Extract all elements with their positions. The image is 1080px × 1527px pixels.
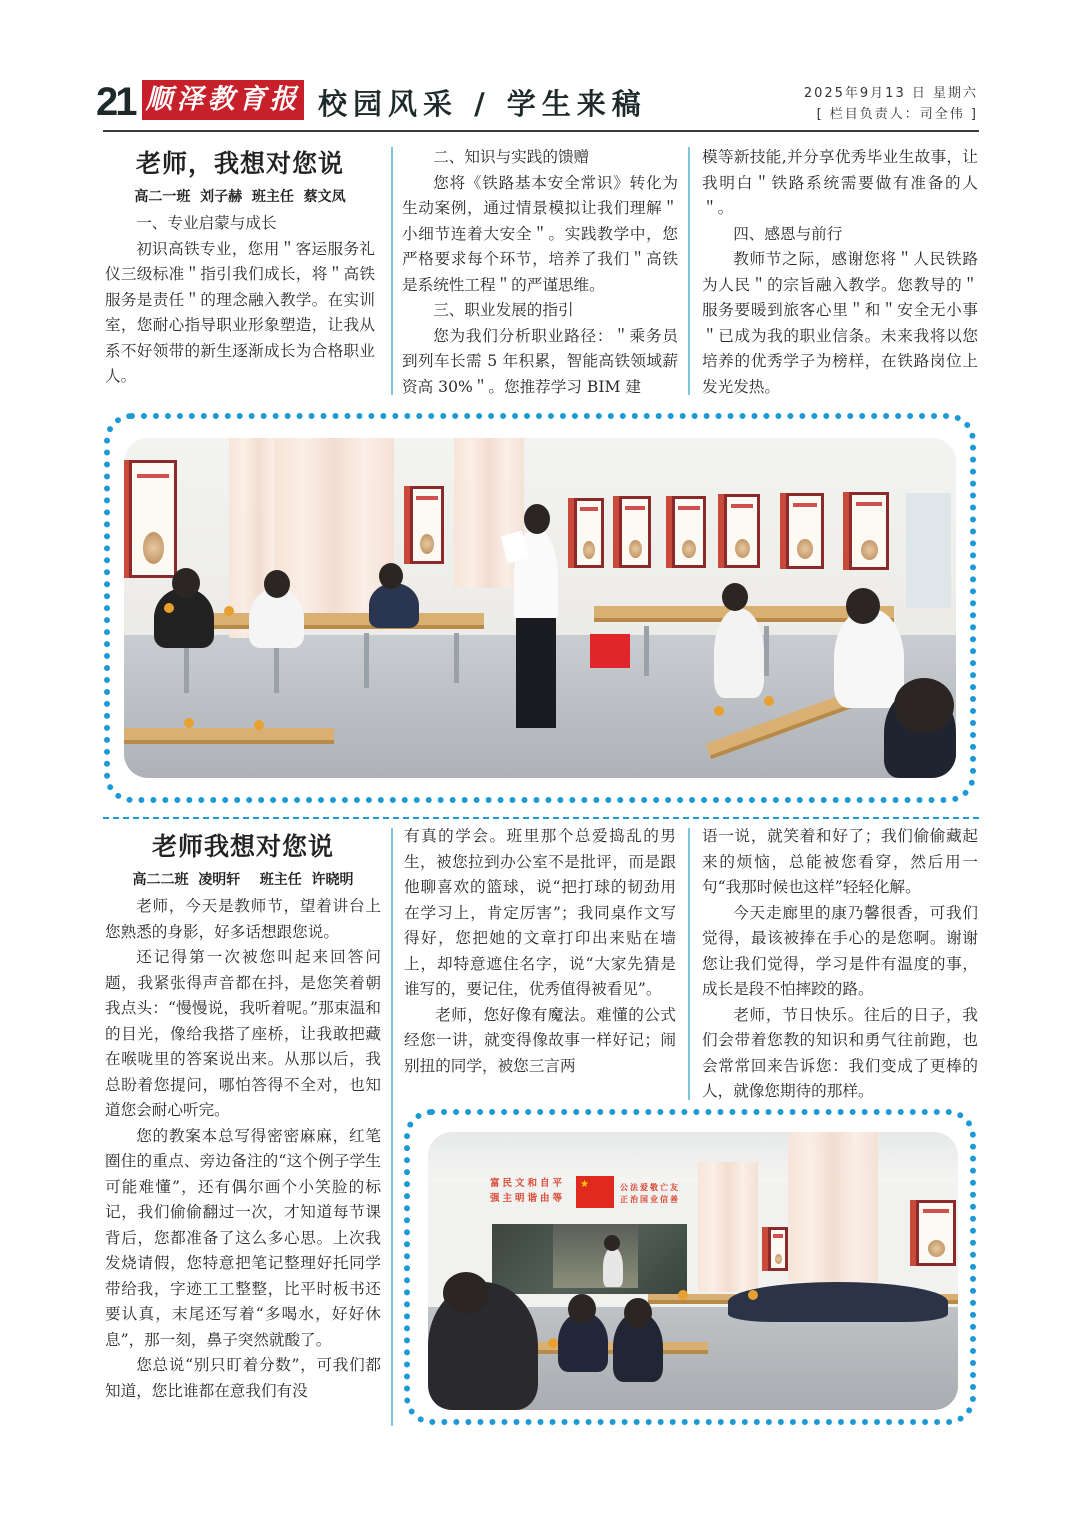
paper-logo: 顺泽教育报 (142, 80, 304, 120)
article2-column-2 (404, 824, 676, 1079)
slogan-left: 富民文和自平 强主明谐由等 (490, 1178, 566, 1204)
page-number: 21 (96, 80, 135, 124)
column-rule (688, 828, 690, 1100)
article2-paragraph: 老师，您好像有魔法。难懂的公式经您一讲，就变得像故事一样好记；闹别扭的同学，被您三言两 (404, 1005, 676, 1075)
article1-paragraph: 您将《铁路基本安全常识》转化为生动案例，通过情景模拟让我们理解＂小细节连着大安全＂。实践教学中，您严格要求每个环节，培养了我们＂高铁是系统性工程＂的严谨思维。 (402, 173, 678, 294)
section-title: 校园风采 / 学生来稿 (318, 87, 647, 121)
article1-column-2 (402, 145, 678, 400)
national-flag: ★ (576, 1176, 614, 1208)
column-rule (391, 147, 393, 395)
article1-column-1 (105, 147, 375, 390)
article2-column-1 (105, 830, 381, 1404)
article2-paragraph: 语一说，就笑着和好了；我们偷偷藏起来的烦恼，总能被您看穿，然后用一句“我那时候也这样”轻轻化解。 (702, 827, 978, 896)
article2-paragraph: 老师，节日快乐。往后的日子，我们会带着您教的知识和勇气往前跑，也会常常回来告诉您：我们变成了更棒的人，就像您期待的那样。 (702, 1005, 978, 1100)
masthead (96, 78, 980, 130)
article1-byline: 高二一班 刘子赫 班主任 蔡文凤 (134, 189, 346, 205)
article2-byline: 高二二班 凌明轩 班主任 许晓明 (132, 872, 354, 888)
column-rule (391, 828, 393, 1426)
article2-paragraph: 您总说“别只盯着分数”，可我们都知道，您比谁都在意我们有没 (105, 1356, 381, 1400)
column-editor: [ 栏目负责人：司全伟 ] (816, 107, 978, 122)
article2-paragraph: 今天走廊里的康乃馨很香，可我们觉得，最该被捧在手心的是您啊。谢谢您让我们觉得，学习是件有温度的事，成长是段不怕摔跤的路。 (702, 903, 978, 998)
photo1-classroom-reading (124, 438, 956, 778)
article2-paragraph: 还记得第一次被您叫起来回答问题，我紧张得声音都在抖，是您笑着朝我点头：“慢慢说，我听着呢。”那束温和的目光，像给我搭了座桥，让我敢把藏在喉咙里的答案说出来。从那以后，我总盼着您提问，哪怕答得不全对，也知道您会耐心听完。 (105, 948, 381, 1119)
article1-paragraph: 初识高铁专业，您用＂客运服务礼仪三级标准＂指引我们成长，将＂高铁服务是责任＂的理念融入教学。在实训室，您耐心指导职业形象塑造，让我从系不好领带的新生逐渐成长为合格职业人。 (105, 239, 375, 385)
photo2-classroom-gathering (428, 1132, 958, 1410)
article2-paragraph: 有真的学会。班里那个总爱捣乱的男生，被您拉到办公室不是批评，而是跟他聊喜欢的篮球，说“把打球的韧劲用在学习上，肯定厉害”；我同桌作文写得好，您把她的文章打印出来贴在墙上，却特意遮住名字，说“大家先猜是谁写的，要记住，优秀值得被看见”。 (404, 827, 676, 998)
article1-subhead-2: 二、知识与实践的馈赠 (433, 148, 590, 166)
article2-paragraph: 您的教案本总写得密密麻麻，红笔圈住的重点、旁边备注的“这个例子学生可能难懂”，还有偶尔画个小笑脸的标记，我们偷偷翻过一次，才知道每节课背后，您都准备了这么多心思。上次我发烧请假，您特意把笔记整理好托同学带给我，字迹工工整整，比平时板书还要认真，末尾还写着“多喝水，好好休息”，那一刻，鼻子突然就酸了。 (105, 1126, 381, 1349)
article1-subhead-3: 三、职业发展的指引 (433, 301, 574, 319)
article2-title: 老师我想对您说 (151, 832, 334, 861)
article1-paragraph: 教师节之际，感谢您将＂人民铁路为人民＂的宗旨融入教学。您教导的＂服务要暖到旅客心里＂和＂安全无小事＂已成为我的职业信条。未来我将以您培养的优秀学子为榜样，在铁路岗位上发光发热。 (702, 250, 978, 396)
article1-subhead-1: 一、专业启蒙与成长 (136, 214, 277, 232)
slogan-right: 公法爱敬亡友 正治国业信善 (620, 1183, 680, 1204)
issue-date: 2025年9月13 日 星期六 (803, 86, 978, 101)
masthead-rule (103, 130, 979, 132)
article1-paragraph: 模等新技能,并分享优秀毕业生故事，让我明白＂铁路系统需要做有准备的人＂。 (702, 148, 978, 217)
column-rule (688, 147, 690, 395)
article2-paragraph: 老师，今天是教师节，望着讲台上您熟悉的身影，好多话想跟您说。 (105, 897, 381, 941)
article1-paragraph: 您为我们分析职业路径：＂乘务员到列车长需 5 年积累，智能高铁领域薪资高 30%＂。您推荐学习 BIM 建 (402, 326, 678, 396)
article1-title: 老师，我想对您说 (135, 149, 344, 178)
article2-column-3 (702, 824, 978, 1105)
section-divider (103, 817, 979, 819)
article1-column-3 (702, 145, 978, 400)
article1-subhead-4: 四、感恩与前行 (733, 224, 843, 243)
